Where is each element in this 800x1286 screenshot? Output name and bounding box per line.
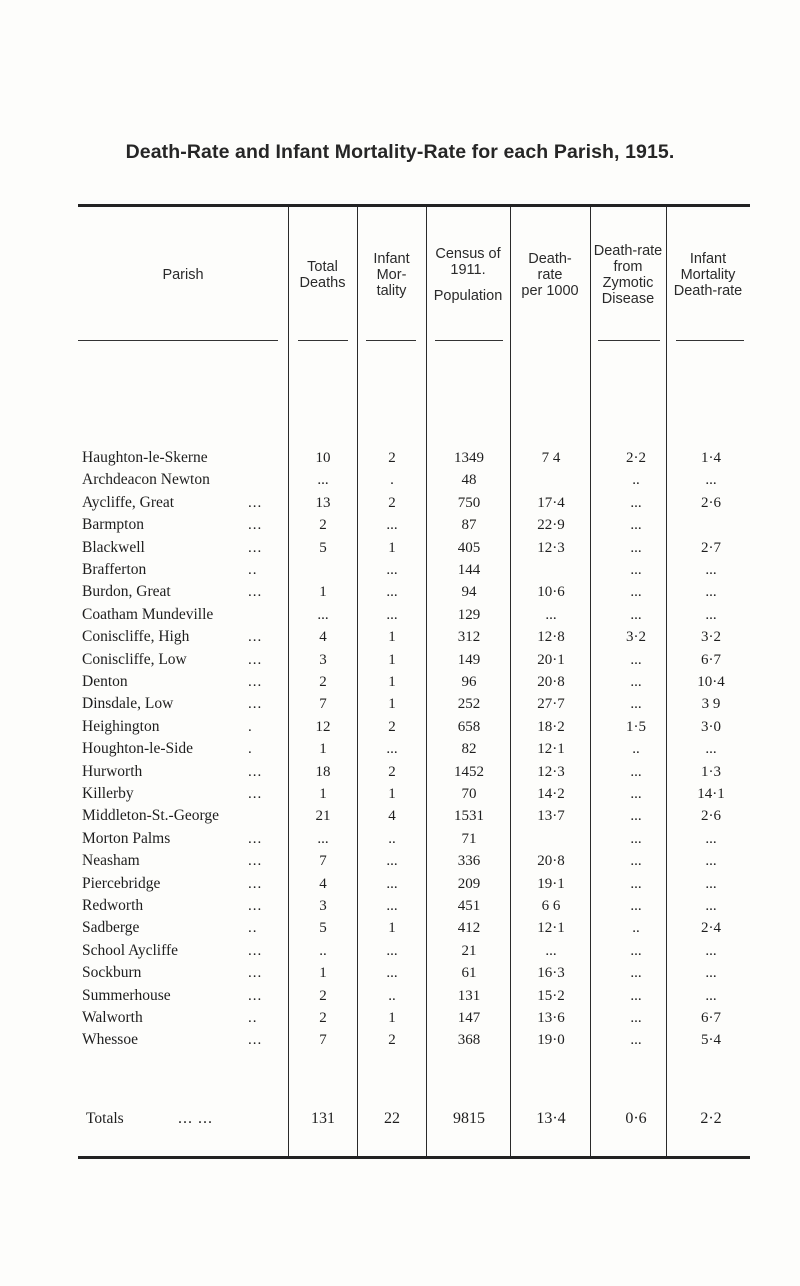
population-cell: 149 (457, 651, 481, 668)
table-row (78, 761, 750, 783)
table-row (78, 828, 750, 850)
leader-dots: ... (248, 674, 263, 690)
totals-leader-dots: ... ... (178, 1110, 213, 1127)
infant-rate-cell: ... (705, 472, 717, 489)
zymotic-cell: ... (630, 942, 642, 959)
parish-name: Coniscliffe, High (82, 628, 190, 646)
deaths-cell: ... (317, 606, 329, 623)
table-row (78, 783, 750, 805)
rate-cell: 20·8 (537, 853, 565, 870)
table-row (78, 537, 750, 559)
table-row (78, 850, 750, 872)
deaths-cell: 1 (319, 741, 327, 758)
table-row (78, 962, 750, 984)
parish-name: Walworth (82, 1009, 143, 1026)
table-row (78, 626, 750, 648)
totals-deaths: 131 (311, 1110, 335, 1127)
infant-rate-cell: ... (705, 562, 717, 578)
table-row (78, 716, 750, 738)
infant-rate-cell: 3·0 (701, 718, 721, 735)
infant-rate-cell: ... (705, 606, 717, 623)
zymotic-cell: ... (630, 965, 642, 982)
deaths-cell: ... (317, 830, 329, 847)
deaths-cell: 7 (319, 1032, 327, 1049)
deaths-cell: 12 (315, 718, 331, 735)
infant-rate-cell: 6·7 (701, 1010, 721, 1026)
parish-name: Neasham (82, 852, 140, 870)
table-row (78, 738, 750, 760)
population-cell: 96 (461, 674, 477, 690)
leader-dots: ... (248, 696, 263, 713)
zymotic-cell: ... (630, 853, 642, 870)
deaths-cell: 7 (319, 696, 327, 713)
infant-cell: 2 (388, 494, 396, 511)
leader-dots: ... (248, 494, 263, 511)
population-cell: 147 (457, 1010, 481, 1026)
parish-name: Summerhouse (82, 986, 171, 1004)
parish-name: Middleton-St.-George (82, 807, 220, 825)
table-row (78, 581, 750, 603)
leader-dots: ... (248, 539, 263, 556)
table-row (78, 649, 750, 671)
totals-infant: 22 (384, 1110, 400, 1127)
population-cell: 658 (457, 718, 481, 735)
population-cell: 94 (461, 584, 477, 601)
parish-name: Burdon, Great (82, 583, 171, 601)
table-row (78, 514, 750, 536)
rate-cell: 20·1 (537, 651, 565, 668)
zymotic-cell: ... (630, 808, 642, 825)
infant-cell: 2 (388, 763, 396, 780)
infant-rate-cell: 10·4 (697, 674, 725, 690)
infant-cell: ... (386, 517, 398, 534)
parish-name: Hurworth (82, 762, 143, 780)
population-cell: 750 (457, 494, 481, 511)
table-row (78, 559, 750, 581)
leader-dots: ... (248, 942, 263, 959)
rate-cell: 6 6 (541, 898, 561, 914)
parish-name: Brafferton (82, 561, 147, 578)
infant-rate-cell: ... (705, 987, 717, 1004)
infant-rate-cell: ... (705, 875, 717, 892)
rate-cell: 12·3 (537, 763, 565, 780)
top-rule (78, 204, 750, 207)
rate-cell: 12·3 (537, 539, 565, 556)
infant-cell: 1 (388, 539, 396, 556)
parish-name: Blackwell (82, 538, 145, 556)
infant-cell: ... (386, 853, 398, 870)
parish-name: Houghton-le-Side (82, 740, 194, 758)
leader-dots: .. (248, 562, 258, 578)
deaths-cell: 3 (319, 898, 327, 914)
infant-rate-cell: 2·6 (701, 808, 721, 825)
leader-dots: ... (248, 786, 263, 802)
infant-cell: 2 (388, 1032, 396, 1049)
population-cell: 144 (457, 562, 481, 578)
totals-infant-rate: 2·2 (700, 1110, 722, 1127)
rate-cell: 20·8 (537, 674, 565, 690)
population-cell: 129 (457, 606, 481, 623)
parish-name: Aycliffe, Great (82, 493, 175, 511)
zymotic-cell: ... (630, 584, 642, 601)
deaths-cell: 2 (319, 1010, 327, 1026)
population-cell: 209 (457, 875, 481, 892)
infant-cell: .. (388, 830, 396, 847)
deaths-cell: .. (319, 942, 327, 959)
population-cell: 1452 (454, 763, 484, 780)
zymotic-cell: ... (630, 1032, 642, 1049)
deaths-cell: 18 (315, 763, 331, 780)
population-cell: 412 (457, 920, 481, 937)
table-row (78, 693, 750, 715)
zymotic-cell: .. (632, 920, 640, 937)
infant-cell: 1 (388, 920, 396, 937)
population-cell: 61 (461, 965, 477, 982)
infant-rate-cell: ... (705, 942, 717, 959)
rate-cell: 22·9 (537, 517, 565, 534)
header-total-deaths: Total Deaths (299, 258, 346, 291)
rate-cell: 14·2 (537, 786, 565, 802)
leader-dots: ... (248, 629, 263, 646)
header-infant-mortality: Infant Mor- tality (373, 250, 410, 299)
deaths-cell: ... (317, 472, 329, 489)
deaths-cell: 4 (319, 875, 327, 892)
deaths-cell: 5 (319, 539, 327, 556)
zymotic-cell: ... (630, 674, 642, 690)
zymotic-cell: 2·2 (626, 450, 646, 466)
infant-rate-cell: 5·4 (701, 1032, 721, 1049)
zymotic-cell: 1·5 (626, 718, 646, 735)
deaths-cell: 3 (319, 651, 327, 668)
leader-dots: ... (248, 898, 263, 914)
parish-name: Sockburn (82, 964, 142, 982)
infant-rate-cell: 1·3 (701, 763, 721, 780)
table-row (78, 895, 750, 917)
population-cell: 131 (457, 987, 481, 1004)
parish-name: Morton Palms (82, 829, 171, 847)
parish-name: Denton (82, 673, 128, 690)
parish-name: Whessoe (82, 1031, 138, 1049)
infant-rate-cell: ... (705, 830, 717, 847)
leader-dots: ... (248, 584, 263, 601)
parish-name: Coniscliffe, Low (82, 650, 187, 668)
population-cell: 252 (457, 696, 481, 713)
leader-dots: .. (248, 920, 258, 937)
rate-cell: 16·3 (537, 965, 565, 982)
parish-name: Redworth (82, 897, 144, 914)
zymotic-cell: ... (630, 494, 642, 511)
table-row (78, 1029, 750, 1051)
population-cell: 368 (457, 1032, 481, 1049)
rate-cell: 12·1 (537, 920, 565, 937)
table-row (78, 604, 750, 626)
leader-dots: . (248, 741, 253, 758)
header-parish: Parish (162, 266, 204, 283)
infant-rate-cell: 2·4 (701, 920, 721, 937)
infant-cell: 2 (388, 718, 396, 735)
table-row (78, 447, 750, 469)
rate-cell: 12·8 (537, 629, 565, 646)
population-cell: 1531 (454, 808, 484, 825)
population-cell: 21 (461, 942, 477, 959)
table-row (78, 917, 750, 939)
zymotic-cell: ... (630, 696, 642, 713)
parish-name: Dinsdale, Low (82, 695, 174, 713)
zymotic-cell: ... (630, 1010, 642, 1026)
leader-dots: ... (248, 651, 263, 668)
rate-cell: 18·2 (537, 718, 565, 735)
infant-cell: 1 (388, 629, 396, 646)
zymotic-cell: ... (630, 898, 642, 914)
deaths-cell: 7 (319, 853, 327, 870)
leader-dots: ... (248, 987, 263, 1004)
leader-dots: ... (248, 1032, 263, 1049)
page-title: Death-Rate and Infant Mortality-Rate for each Parish, 1915. (125, 141, 675, 163)
population-cell: 336 (457, 853, 481, 870)
rate-cell: 12·1 (537, 741, 565, 758)
header-underline (435, 340, 503, 341)
zymotic-cell: .. (632, 472, 640, 489)
rate-cell: 17·4 (537, 494, 565, 511)
infant-cell: 1 (388, 674, 396, 690)
infant-cell: 1 (388, 1010, 396, 1026)
population-cell: 70 (461, 786, 477, 802)
infant-cell: 1 (388, 651, 396, 668)
infant-cell: .. (388, 987, 396, 1004)
population-cell: 312 (457, 629, 481, 646)
zymotic-cell: ... (630, 606, 642, 623)
parish-name: Sadberge (82, 919, 140, 937)
header-census: Census of 1911. Population (433, 245, 503, 304)
parish-name: Barmpton (82, 516, 144, 534)
leader-dots: .. (248, 1010, 258, 1026)
infant-rate-cell: ... (705, 898, 717, 914)
rate-cell: ... (545, 942, 557, 959)
population-cell: 82 (461, 741, 477, 758)
infant-rate-cell: 14·1 (697, 786, 725, 802)
header-infant-rate: Infant Mortality Death-rate (673, 250, 743, 299)
zymotic-cell: .. (632, 741, 640, 758)
header-underline (676, 340, 744, 341)
population-cell: 87 (461, 517, 477, 534)
infant-cell: ... (386, 606, 398, 623)
infant-cell: 1 (388, 786, 396, 802)
leader-dots: ... (248, 830, 263, 847)
rate-cell: 7 4 (541, 450, 561, 466)
deaths-cell: 10 (315, 450, 331, 466)
infant-rate-cell: 2·6 (701, 494, 721, 511)
parish-name: Archdeacon Newton (82, 471, 210, 489)
deaths-cell: 4 (319, 629, 327, 646)
leader-dots: ... (248, 517, 263, 534)
infant-rate-cell: 3·2 (701, 629, 721, 646)
table-row (78, 940, 750, 962)
infant-rate-cell: ... (705, 965, 717, 982)
leader-dots: ... (248, 763, 263, 780)
parish-name: Coatham Mundeville (82, 605, 214, 623)
rate-cell: 27·7 (537, 696, 565, 713)
infant-rate-cell: 6·7 (701, 651, 721, 668)
table-row (78, 469, 750, 491)
table-row (78, 671, 750, 693)
totals-zymotic: 0·6 (625, 1110, 647, 1127)
totals-population: 9815 (453, 1110, 485, 1127)
zymotic-cell: ... (630, 562, 642, 578)
population-cell: 71 (461, 830, 477, 847)
infant-cell: ... (386, 965, 398, 982)
infant-cell: ... (386, 584, 398, 601)
rate-cell: ... (545, 606, 557, 623)
totals-row (78, 1108, 750, 1130)
deaths-cell: 21 (315, 808, 331, 825)
zymotic-cell: ... (630, 517, 642, 534)
deaths-cell: 2 (319, 517, 327, 534)
population-cell: 1349 (454, 450, 484, 466)
infant-rate-cell: 3 9 (701, 696, 721, 713)
parish-name: Piercebridge (82, 874, 161, 892)
leader-dots: ... (248, 965, 263, 982)
infant-rate-cell: ... (705, 584, 717, 601)
deaths-cell: 2 (319, 674, 327, 690)
leader-dots: ... (248, 853, 263, 870)
infant-cell: ... (386, 741, 398, 758)
infant-cell: 4 (388, 808, 396, 825)
infant-rate-cell: 2·7 (701, 539, 721, 556)
mortality-table (78, 204, 750, 1160)
leader-dots: . (248, 718, 253, 735)
header-underline (366, 340, 416, 341)
zymotic-cell: ... (630, 651, 642, 668)
table-row (78, 492, 750, 514)
infant-cell: 1 (388, 696, 396, 713)
population-cell: 451 (457, 898, 481, 914)
rate-cell: 10·6 (537, 584, 565, 601)
infant-cell: ... (386, 875, 398, 892)
zymotic-cell: 3·2 (626, 629, 646, 646)
population-cell: 48 (461, 472, 477, 489)
rate-cell: 13·6 (537, 1010, 565, 1026)
zymotic-cell: ... (630, 875, 642, 892)
deaths-cell: 1 (319, 965, 327, 982)
infant-rate-cell: 1·4 (701, 450, 721, 466)
infant-cell: . (390, 472, 394, 489)
table-row (78, 985, 750, 1007)
infant-cell: ... (386, 898, 398, 914)
infant-cell: ... (386, 942, 398, 959)
parish-name: School Aycliffe (82, 941, 179, 959)
table-row (78, 805, 750, 827)
totals-rate: 13·4 (536, 1110, 566, 1127)
deaths-cell: 2 (319, 987, 327, 1004)
deaths-cell: 13 (315, 494, 331, 511)
population-cell: 405 (457, 539, 481, 556)
totals-label: Totals (86, 1110, 124, 1127)
header-death-rate: Death- rate per 1000 (521, 250, 579, 299)
deaths-cell: 5 (319, 920, 327, 937)
rate-cell: 13·7 (537, 808, 565, 825)
zymotic-cell: ... (630, 539, 642, 556)
header-zymotic: Death-rate from Zymotic Disease (593, 242, 663, 307)
rate-cell: 19·0 (537, 1032, 565, 1049)
parish-name: Killerby (82, 785, 134, 802)
infant-cell: 2 (388, 450, 396, 466)
infant-rate-cell: ... (705, 853, 717, 870)
rate-cell: 19·1 (537, 875, 565, 892)
bottom-rule (78, 1156, 750, 1159)
leader-dots: ... (248, 875, 263, 892)
zymotic-cell: ... (630, 786, 642, 802)
zymotic-cell: ... (630, 763, 642, 780)
table-row (78, 1007, 750, 1029)
deaths-cell: 1 (319, 786, 327, 802)
header-underline (78, 340, 278, 341)
infant-cell: ... (386, 562, 398, 578)
parish-name: Haughton-le-Skerne (82, 449, 208, 466)
header-underline (598, 340, 660, 341)
infant-rate-cell: ... (705, 741, 717, 758)
parish-name: Heighington (82, 717, 160, 735)
rate-cell: 15·2 (537, 987, 565, 1004)
deaths-cell: 1 (319, 584, 327, 601)
header-underline (298, 340, 348, 341)
zymotic-cell: ... (630, 987, 642, 1004)
zymotic-cell: ... (630, 830, 642, 847)
table-row (78, 873, 750, 895)
